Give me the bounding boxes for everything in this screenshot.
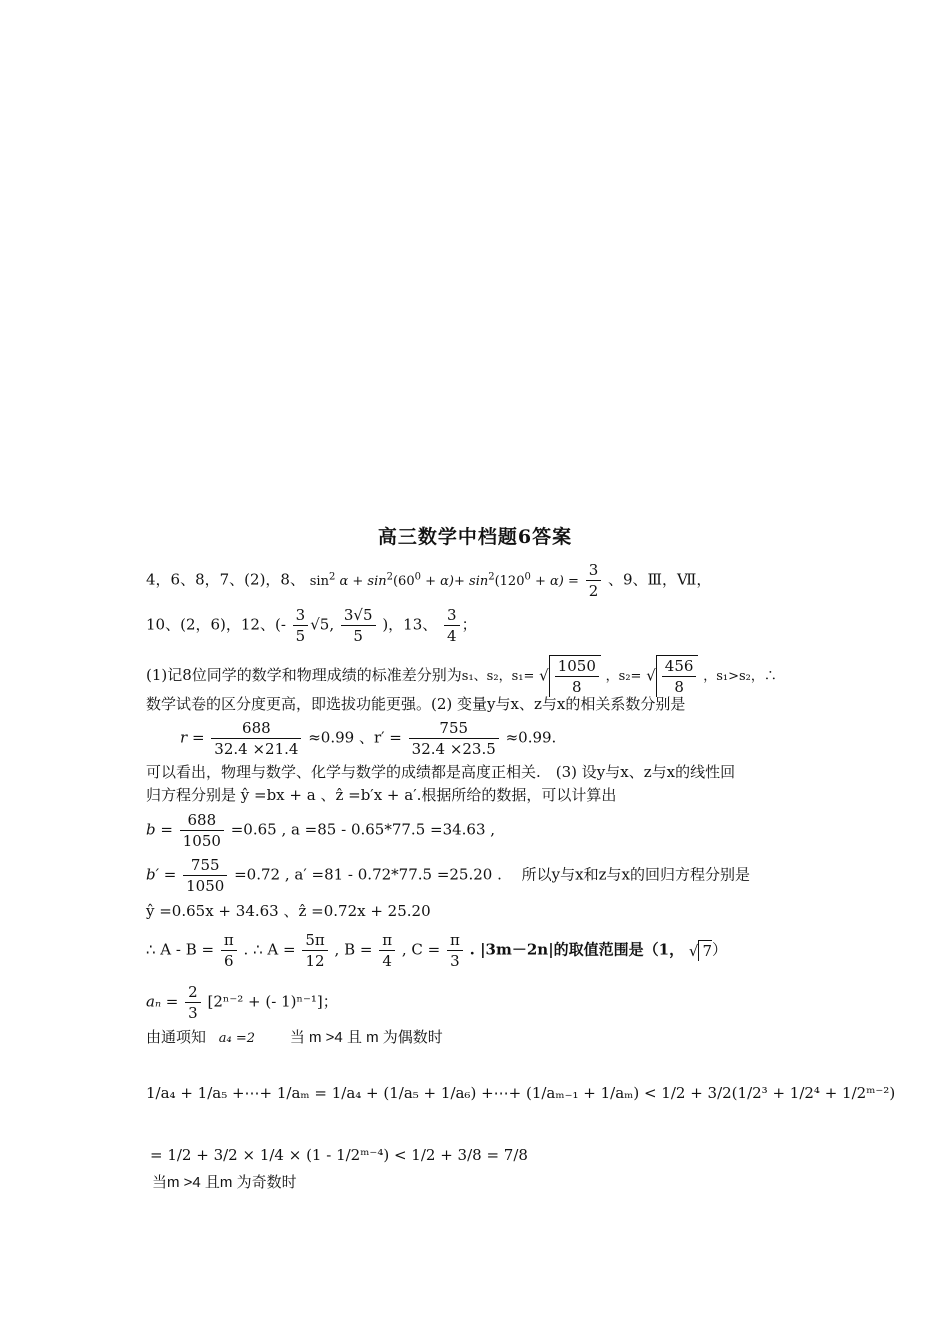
fraction — [183, 855, 227, 896]
paragraph-text: (1)记8位同学的数学和物理成绩的标准差分别为 — [146, 666, 462, 684]
numerator: 3 — [444, 605, 460, 626]
formula-sin-sum: $\sin^2 \alpha + \sin^2(60^0 + \alpha)+ \sin^2(120^0 + \alpha)$ = — [309, 571, 579, 589]
formula-part: ∴ A - B = — [146, 940, 215, 959]
numerator: π — [447, 930, 463, 951]
odd-case: 当m >4 且m 为奇数时 — [152, 1174, 297, 1191]
fraction — [302, 930, 327, 971]
answers-text: 4，6、8，7、(2)，8、 — [146, 570, 305, 589]
denominator: 1050 — [186, 877, 225, 895]
fraction — [221, 930, 237, 971]
sequence-formula — [146, 982, 338, 1023]
paragraph-text: 由通项知 — [146, 1028, 207, 1046]
denominator: 1050 — [182, 832, 221, 850]
denominator: 32.4 ×23.5 — [411, 740, 496, 758]
denominator: 8 — [572, 678, 582, 696]
formula-part: =0.72 , a′ =81 - 0.72*77.5 =25.20 . — [234, 865, 502, 884]
correlation-formula — [180, 718, 556, 759]
denominator: 3 — [188, 1004, 198, 1022]
fraction — [379, 930, 395, 971]
formula-part: sin — [309, 573, 329, 589]
answers-text: 、9、Ⅲ，Ⅶ， — [608, 570, 712, 589]
fraction — [409, 718, 499, 759]
answers-text: )，13、 — [382, 615, 438, 634]
formula-part: α + sin — [339, 573, 387, 589]
fraction — [180, 810, 224, 851]
page-title: 高三数学中档题6答案 — [377, 526, 573, 548]
answers-line-2 — [146, 605, 477, 646]
sqrt-expression: √ $\frac{456}{8}$ — [646, 655, 698, 697]
denominator: 8 — [674, 678, 684, 696]
fraction — [211, 718, 301, 759]
formula-part: ≈0.99. — [505, 728, 557, 747]
formula-part: aₙ = — [146, 992, 179, 1011]
calc-b — [146, 810, 495, 851]
known-line — [146, 1027, 443, 1049]
denominator: 6 — [224, 952, 234, 970]
fraction — [447, 930, 463, 971]
fraction — [185, 982, 201, 1023]
formula-part: a₄ =2 — [218, 1031, 256, 1046]
paragraph-1 — [146, 655, 777, 697]
paragraph-text: 当 m >4 且 m 为偶数时 — [289, 1029, 443, 1046]
answers-line-1 — [146, 560, 711, 601]
formula-part: =0.65 , a =85 - 0.65*77.5 =34.63 , — [230, 820, 496, 839]
denominator: 5 — [295, 627, 306, 645]
numerator: 2 — [185, 982, 201, 1003]
formula-part: ） — [711, 940, 727, 959]
sqrt-expression: √ $\frac{1050}{8}$ — [539, 655, 601, 697]
sum-inequality-1: 1/a₄ + 1/a₅ +⋯+ 1/aₘ = 1/a₄ + (1/a₅ + 1/a₆) +⋯+ (1/aₘ₋₁ + 1/aₘ) < 1/2 + 3/2(1/2³ + 1/2⁴ + 1/2ᵐ⁻²) — [146, 1084, 896, 1102]
sum-inequality-2: = 1/2 + 3/2 × 1/4 × (1 - 1/2ᵐ⁻⁴) < 1/2 + 3/8 = 7/8 — [150, 1146, 528, 1164]
formula-part: ，s₂= — [605, 669, 642, 684]
answers-text: √5, — [310, 615, 335, 634]
numerator: 3 — [586, 560, 602, 581]
numerator: 5π — [302, 930, 327, 951]
formula-part: + α) = — [530, 573, 579, 589]
numerator: 1050 — [555, 656, 599, 677]
fraction — [444, 605, 460, 646]
numerator: π — [379, 930, 395, 951]
denominator: 2 — [588, 582, 599, 600]
formula-part: , B = — [334, 940, 373, 959]
formula-part: s₁、s₂，s₁= — [461, 669, 535, 684]
denominator: 4 — [447, 627, 457, 645]
formula-part: ，s₁>s₂，∴ — [703, 669, 777, 684]
paragraph-4: 归方程分别是 ŷ =bx + a 、ẑ =b′x + a′.根据所给的数据，可以计算出 — [146, 786, 617, 804]
formula-part: , C = — [401, 940, 441, 959]
formula-part: ≈0.99 、r′ = — [308, 728, 402, 747]
paragraph-2: 数学试卷的区分度更高，即选拔功能更强。(2) 变量y与x、z与x的相关系数分别是 — [146, 695, 686, 713]
triangle-result — [146, 930, 727, 971]
denominator: 3 — [450, 952, 460, 970]
fraction — [341, 605, 376, 646]
denominator: 12 — [305, 952, 325, 970]
numerator: 688 — [180, 810, 224, 831]
numerator: 688 — [211, 718, 301, 739]
formula-part: r = — [180, 728, 205, 747]
formula-part: + α)+ sin — [420, 573, 489, 589]
radicand: 7 — [698, 940, 712, 961]
fraction — [293, 605, 309, 646]
formula-part: . |3m－2n|的取值范围是（1， — [469, 940, 685, 959]
formula-part: [2ⁿ⁻² + (- 1)ⁿ⁻¹]； — [207, 992, 338, 1011]
numerator: 3 — [293, 605, 309, 626]
sqrt-expression: √ 7 — [688, 942, 712, 960]
paragraph-text: 所以y与x和z与x的回归方程分别是 — [506, 865, 750, 884]
numerator: 755 — [409, 718, 499, 739]
formula-part: b′ = — [146, 865, 177, 884]
paragraph-3: 可以看出，物理与数学、化学与数学的成绩都是高度正相关. (3) 设y与x、z与x的线性回 — [146, 763, 736, 781]
fraction — [586, 560, 602, 601]
formula-part: (120 — [494, 573, 525, 589]
denominator: 4 — [382, 952, 392, 970]
formula-part: b = — [146, 820, 173, 839]
denominator: 5 — [353, 627, 363, 645]
numerator: 3√5 — [341, 605, 376, 626]
answers-text: 10、(2，6)，12、(- — [146, 615, 286, 634]
numerator: π — [221, 930, 237, 951]
numerator: 456 — [662, 656, 697, 677]
answers-text: ； — [461, 615, 477, 634]
regression-equations: ŷ =0.65x + 34.63 、ẑ =0.72x + 25.20 — [146, 902, 431, 920]
formula-part: . ∴ A = — [243, 940, 296, 959]
formula-part: (60 — [392, 573, 415, 589]
denominator: 32.4 ×21.4 — [214, 740, 299, 758]
numerator: 755 — [183, 855, 227, 876]
calc-b-prime — [146, 855, 750, 896]
